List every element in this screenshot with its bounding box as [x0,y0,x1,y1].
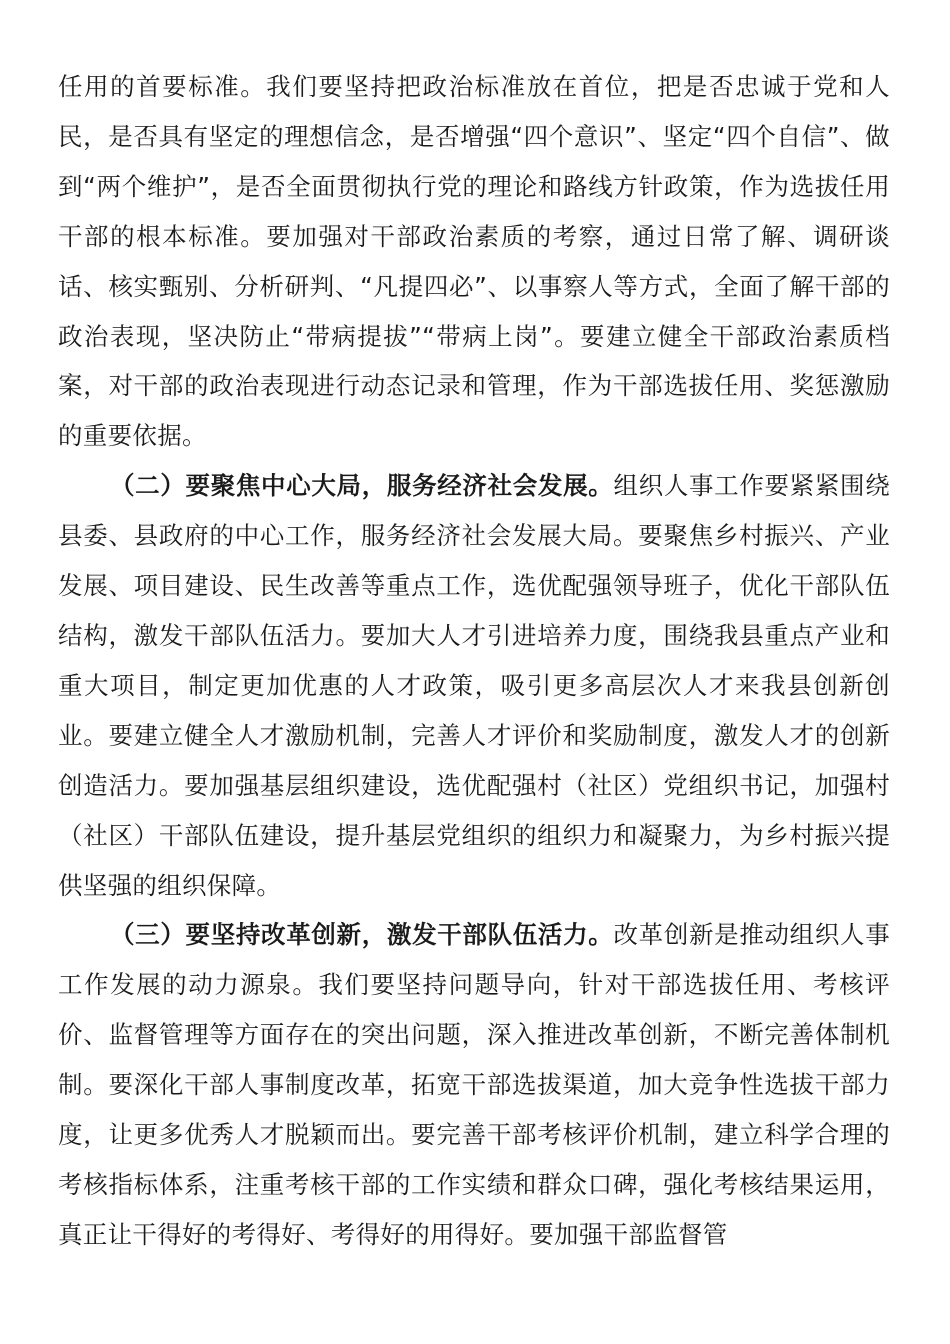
paragraph-3 [58,910,890,1259]
paragraph-1-text: 任用的首要标准。我们要坚持把政治标准放在首位，把是否忠诚于党和人民，是否具有坚定的理想信念，是否增强“四个意识”、坚定“四个自信”、做到“两个维护”，是否全面贯彻执行党的理论和路线方针政策，作为选拔任用干部的根本标准。要加强对干部政治素质的考察，通过日常了解、调研谈话、核实甄别、分析研判、“凡提四必”、以事察人等方式，全面了解干部的政治表现，坚决防止“带病提拔”“带病上岗”。要建立健全干部政治素质档案，对干部的政治表现进行动态记录和管理，作为干部选拔任用、奖惩激励的重要依据。 [58,72,890,451]
paragraph-2-text: 组织人事工作要紧紧围绕县委、县政府的中心工作，服务经济社会发展大局。要聚焦乡村振兴、产业发展、项目建设、民生改善等重点工作，选优配强领导班子，优化干部队伍结构，激发干部队伍活力。要加大人才引进培养力度，围绕我县重点产业和重大项目，制定更加优惠的人才政策，吸引更多高层次人才来我县创新创业。要建立健全人才激励机制，完善人才评价和奖励制度，激发人才的创新创造活力。要加强基层组织建设，选优配强村（社区）党组织书记，加强村（社区）干部队伍建设，提升基层党组织的组织力和凝聚力，为乡村振兴提供坚强的组织保障。 [58,471,890,900]
paragraph-2 [58,461,890,910]
document-page [58,62,890,1260]
section-heading-3: （三）要坚持改革创新，激发干部队伍活力。 [110,920,614,950]
section-heading-2: （二）要聚焦中心大局，服务经济社会发展。 [110,471,614,501]
paragraph-1 [58,62,890,461]
paragraph-3-text: 改革创新是推动组织人事工作发展的动力源泉。我们要坚持问题导向，针对干部选拔任用、考核评价、监督管理等方面存在的突出问题，深入推进改革创新，不断完善体制机制。要深化干部人事制度改革，拓宽干部选拔渠道，加大竞争性选拔干部力度，让更多优秀人才脱颖而出。要完善干部考核评价机制，建立科学合理的考核指标体系，注重考核干部的工作实绩和群众口碑，强化考核结果运用，真正让干得好的考得好、考得好的用得好。要加强干部监督管 [58,920,890,1249]
